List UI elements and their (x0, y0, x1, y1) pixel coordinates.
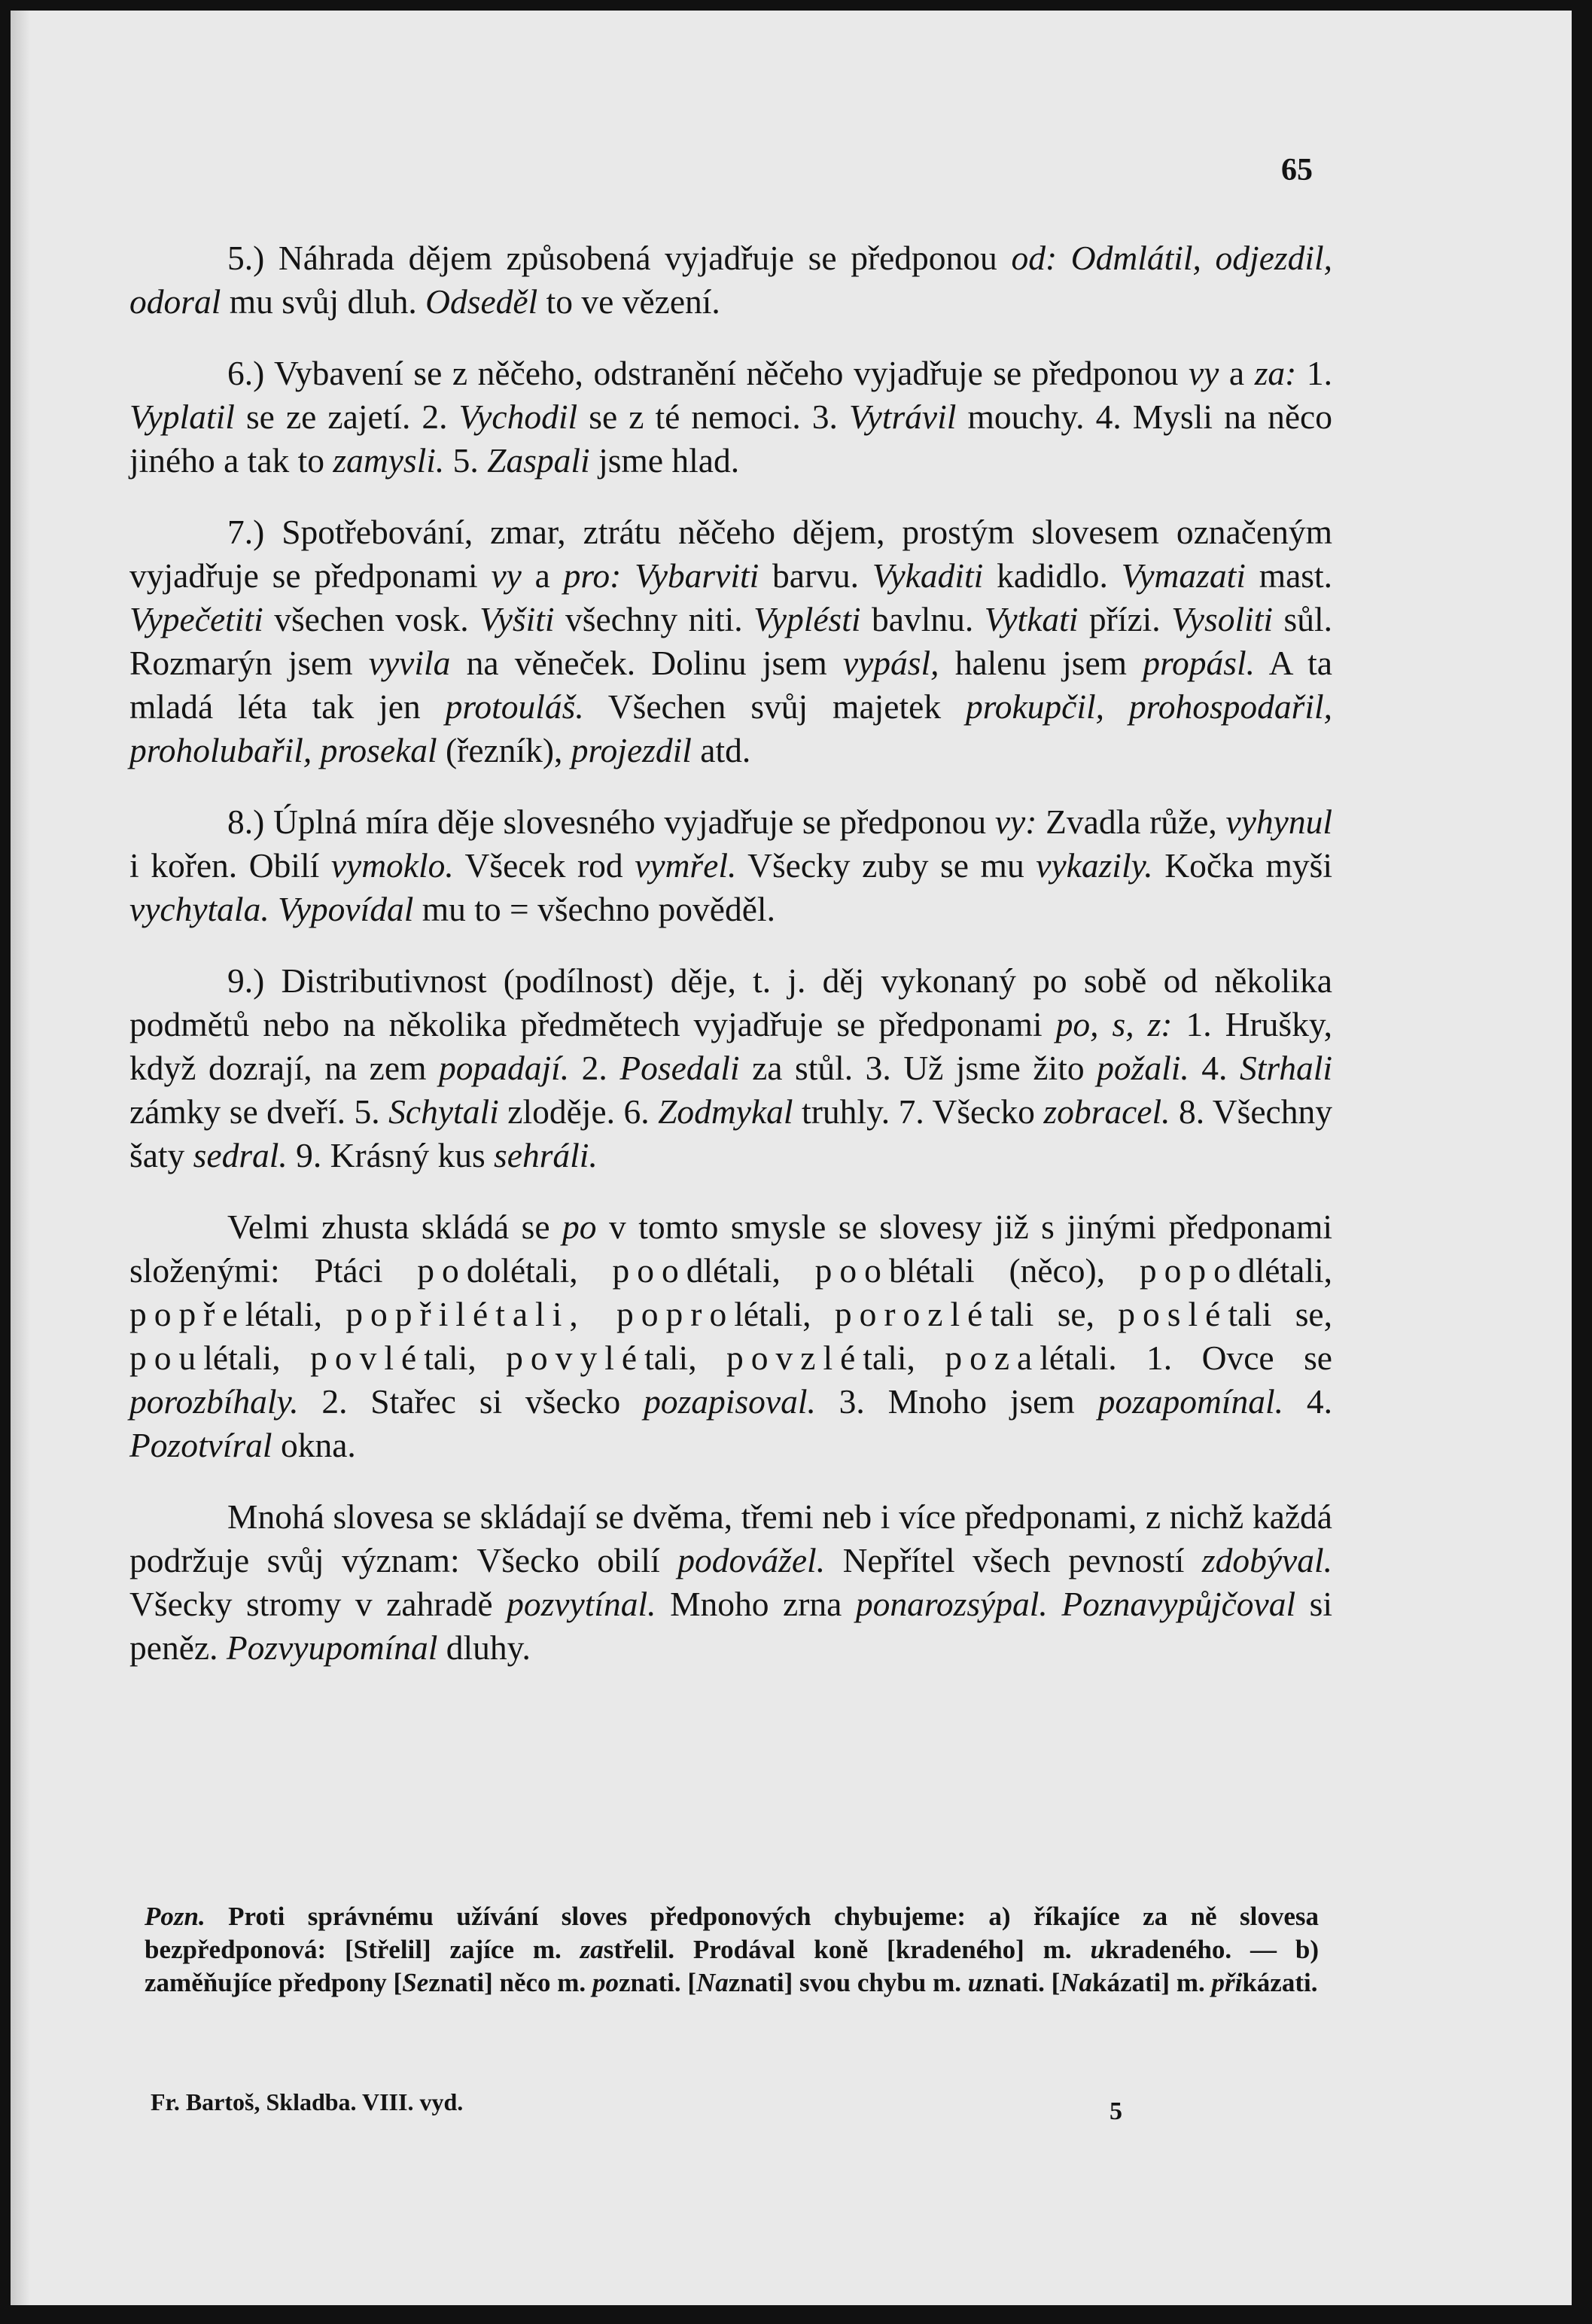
text-run: mast. (1245, 556, 1332, 595)
italic-run: Vymazati (1121, 556, 1246, 595)
italic-run: Vytrávil (849, 397, 957, 436)
italic-run: Se (402, 1968, 429, 1997)
text-run: 5. (444, 441, 488, 480)
text-run: střelil. Prodával koně [kradeného] m. (603, 1935, 1091, 1964)
text-run: v tomto smysle se slovesy již s jinými předponami složenými: Ptáci (129, 1208, 1332, 1290)
text-run: mouchy. 4. Mysli na něco jiného a tak to (129, 397, 1332, 480)
text-run: barvu. (759, 556, 872, 595)
text-run: to ve vězení. (537, 282, 720, 321)
text-run: 1. Hrušky, když dozrají, na zem (129, 1005, 1332, 1087)
italic-run: porozbíhaly. (129, 1382, 299, 1421)
text-run (269, 890, 278, 928)
text-run: truhly. 7. Všecko (793, 1092, 1044, 1131)
text-run: 6.) Vybavení se z něčeho, odstranění něčeho vyjadřuje se předponou (227, 354, 1189, 392)
italic-run: zdobýval. (1201, 1541, 1333, 1579)
footer-author-title: Fr. Bartoš, Skladba. VIII. vyd. (151, 2088, 464, 2115)
text-run: tali se, (990, 1295, 1119, 1333)
italic-run: vymřel. (635, 846, 737, 885)
italic-run: Na (1060, 1968, 1093, 1997)
italic-run: Vytkati (984, 600, 1079, 638)
italic-run: od: (1011, 239, 1058, 277)
text-run: znati] svou chybu m. (728, 1968, 968, 1997)
italic-run: sehráli. (494, 1136, 598, 1174)
italic-run: po (562, 1208, 597, 1246)
page-number: 65 (1281, 153, 1313, 187)
text-run: zloděje. 6. (498, 1092, 659, 1131)
text-run: kázati. (1242, 1968, 1318, 1997)
italic-run: ponarozsýpal. (855, 1585, 1048, 1623)
paragraph-5 (129, 236, 1332, 324)
text-run: halenu jsem (939, 644, 1143, 682)
text-run: 4. (1283, 1382, 1332, 1421)
italic-run: u (967, 1968, 983, 1997)
text-run: 8.) Úplná míra děje slovesného vyjadřuje se předponou (227, 803, 995, 841)
italic-run: zamysli. (333, 441, 445, 480)
text-run: na věneček. Dolinu jsem (450, 644, 843, 682)
text-run: 5.) Náhrada dějem způsobená vyjadřuje se předponou (227, 239, 1012, 277)
italic-run: Pozotvíral (129, 1426, 272, 1464)
italic-run: Vyplatil (129, 397, 235, 436)
text-run: a (521, 556, 564, 595)
italic-run: za: (1254, 354, 1297, 392)
italic-run: Poznavypůjčoval (1061, 1585, 1296, 1623)
text-run: Proti správnému užívání sloves předponových chybujeme: a) říkajíce za ně slovesa bezpředponová: [Střelil] zajíce m. (145, 1902, 1319, 1964)
italic-run: popadají. (438, 1049, 570, 1087)
text-run: dlétali, (686, 1251, 815, 1290)
text-run: kradeného. — b) zaměňujíce předpony [ (145, 1935, 1319, 1997)
text-run: okna. (272, 1426, 356, 1464)
italic-run: Vypovídal (278, 890, 414, 928)
spaced-run: porozlé (834, 1295, 991, 1333)
text-run: za stůl. 3. Už jsme žito (739, 1049, 1097, 1087)
italic-run: sedral. (193, 1136, 288, 1174)
spaced-run: popři (345, 1295, 456, 1333)
text-run: 4. (1189, 1049, 1240, 1087)
footnote (145, 1900, 1319, 2000)
italic-run: za (580, 1935, 604, 1964)
italic-run: pozapisoval. (644, 1382, 816, 1421)
text-run: (řezník), (437, 731, 571, 769)
text-run: se ze zajetí. 2. (234, 397, 459, 436)
text-run: dlétali, (1237, 1251, 1332, 1290)
text-run: i kořen. Obilí (129, 846, 331, 885)
italic-run: Odmlátil, odjezdil, odoral (129, 239, 1333, 321)
spaced-run: poo (814, 1251, 889, 1290)
text-run: bavlnu. (860, 600, 985, 638)
spaced-run: popře (129, 1295, 245, 1333)
spaced-run: poza (945, 1339, 1040, 1377)
text-run: 9. Krásný kus (287, 1136, 495, 1174)
text-run: 2. Stařec si všecko (298, 1382, 644, 1421)
paragraph-9 (129, 959, 1332, 1177)
italic-run: po (592, 1968, 619, 1997)
italic-run: Zaspali (487, 441, 590, 480)
spaced-run: po (417, 1251, 467, 1290)
spaced-run: poo (612, 1251, 686, 1290)
italic-run: vy: (994, 803, 1037, 841)
italic-run: vyvila (368, 644, 451, 682)
paragraph-7 (129, 510, 1332, 772)
italic-run: Vykaditi (872, 556, 984, 595)
text-run: Velmi zhusta skládá se (227, 1208, 563, 1246)
italic-run: Odseděl (425, 282, 538, 321)
italic-run: Vysoliti (1171, 600, 1274, 638)
text-run: znati] něco m. (428, 1968, 592, 1997)
text-run: mu svůj dluh. (221, 282, 426, 321)
text-run: tali, (644, 1339, 727, 1377)
text-run: jsme hlad. (589, 441, 740, 480)
italic-run: vypásl, (842, 644, 939, 682)
text-run: létali, (203, 1339, 311, 1377)
spaced-run: poslé (1118, 1295, 1228, 1333)
spaced-run: létali, popro (455, 1295, 735, 1333)
text-run: 7.) Spotřebování, zmar, ztrátu něčeho dějem, prostým slovesem označeným vyjadřuje se předponami (129, 513, 1332, 595)
text-run: dluhy. (437, 1628, 531, 1667)
italic-run: zobracel. (1043, 1092, 1170, 1131)
body-text (129, 236, 1332, 1698)
text-run (621, 556, 635, 595)
text-run: Kočka myši (1152, 846, 1333, 885)
italic-run: podovážel. (677, 1541, 826, 1579)
text-run: 2. (569, 1049, 620, 1087)
text-run: mu to = všechno pověděl. (413, 890, 775, 928)
italic-run: vy (1188, 354, 1219, 392)
text-run: znati. [ (618, 1968, 696, 1997)
text-run: přízi. (1078, 600, 1172, 638)
paragraph-compound-po (129, 1205, 1332, 1467)
italic-run: Na (696, 1968, 729, 1997)
text-run: létali, (245, 1295, 346, 1333)
text-run: se z té nemoci. 3. (577, 397, 850, 436)
text-run: všechny niti. (554, 600, 754, 638)
italic-run: prokupčil, prohospodařil, proholubařil, prosekal (129, 687, 1333, 769)
italic-run: vychytala. (129, 890, 269, 928)
spaced-run: popo (1139, 1251, 1238, 1290)
italic-run: Vyšiti (479, 600, 555, 638)
text-run: Nepřítel všech pevností (825, 1541, 1202, 1579)
text-run: znati. [ (982, 1968, 1061, 1997)
italic-run: pro: (563, 556, 622, 595)
page-edge-shadow (11, 11, 30, 2305)
text-run: Všecky zuby se mu (736, 846, 1036, 885)
text-run: zámky se dveří. 5. (129, 1092, 389, 1131)
text-run: tali, (424, 1339, 507, 1377)
italic-run: po, s, z: (1055, 1005, 1173, 1043)
italic-run: protouláš. (445, 687, 584, 726)
text-run: kázati] m. (1092, 1968, 1212, 1997)
text-run: Mnoho zrna (656, 1585, 856, 1623)
italic-run: Schytali (388, 1092, 499, 1131)
italic-run: vykazily. (1036, 846, 1153, 885)
spaced-run: povylé (506, 1339, 645, 1377)
text-run: a (1219, 354, 1255, 392)
text-run: tali se, (1228, 1295, 1332, 1333)
text-run: létali. 1. Ovce se (1040, 1339, 1332, 1377)
spaced-run: pou (129, 1339, 204, 1377)
text-run: všechen vosk. (263, 600, 480, 638)
italic-run: pozapomínal. (1097, 1382, 1284, 1421)
text-run: kadidlo. (983, 556, 1122, 595)
text-run: Zvadla růže, (1036, 803, 1226, 841)
paragraph-6 (129, 352, 1332, 483)
book-page (11, 11, 1572, 2305)
italic-run: Vybarviti (635, 556, 759, 595)
italic-run: Vypečetiti (129, 600, 263, 638)
italic-run: Pozn. (145, 1902, 205, 1931)
italic-run: u (1090, 1935, 1105, 1964)
text-run: Všecek rod (453, 846, 635, 885)
italic-run: Vyplésti (753, 600, 861, 638)
italic-run: propásl. (1143, 644, 1255, 682)
italic-run: vyhynul (1225, 803, 1332, 841)
paragraph-8 (129, 800, 1332, 931)
text-run: A ta mladá léta tak jen (129, 644, 1332, 726)
text-run: tali, (863, 1339, 945, 1377)
italic-run: vymoklo. (330, 846, 454, 885)
spaced-run: povzlé (726, 1339, 863, 1377)
text-run: 1. (1296, 354, 1332, 392)
paragraph-multiple-prefixes (129, 1495, 1332, 1670)
footer-signature-number: 5 (1110, 2097, 1122, 2125)
italic-run: požali. (1097, 1049, 1189, 1087)
text-run: blétali (něco), (888, 1251, 1140, 1290)
text-run (1057, 239, 1071, 277)
text-run: dolétali, (466, 1251, 613, 1290)
text-run: Mnohá slovesa se skládají se dvěma, třemi neb i více předponami, z nichž každá podržuje svůj význam: Všecko obilí (129, 1497, 1332, 1579)
italic-run: Posedali (619, 1049, 740, 1087)
italic-run: vy (491, 556, 522, 595)
italic-run: pozvytínal. (507, 1585, 656, 1623)
text-run: 8. Všechny šaty (129, 1092, 1333, 1174)
italic-run: při (1211, 1968, 1243, 1997)
text-run: Všechen svůj majetek (583, 687, 966, 726)
italic-run: Pozvyupomínal (226, 1628, 438, 1667)
italic-run: Zodmykal (658, 1092, 793, 1131)
text-run: létali, (734, 1295, 835, 1333)
italic-run: Vychodil (458, 397, 578, 436)
italic-run: projezdil (571, 731, 692, 769)
text-run: 3. Mnoho jsem (815, 1382, 1098, 1421)
text-run: si peněz. (129, 1585, 1333, 1667)
text-run: sůl. Rozmarýn jsem (129, 600, 1332, 682)
text-run: 9.) Distributivnost (podílnost) děje, t. j. děj vykonaný po sobě od několika podmětů nebo na několika předmětech vyjadřuje se předponami (129, 961, 1332, 1043)
spaced-run: povlé (310, 1339, 425, 1377)
text-run (1048, 1585, 1062, 1623)
text-run: atd. (691, 731, 751, 769)
text-run: Všecky stromy v zahradě (129, 1585, 507, 1623)
italic-run: Strhali (1239, 1049, 1332, 1087)
